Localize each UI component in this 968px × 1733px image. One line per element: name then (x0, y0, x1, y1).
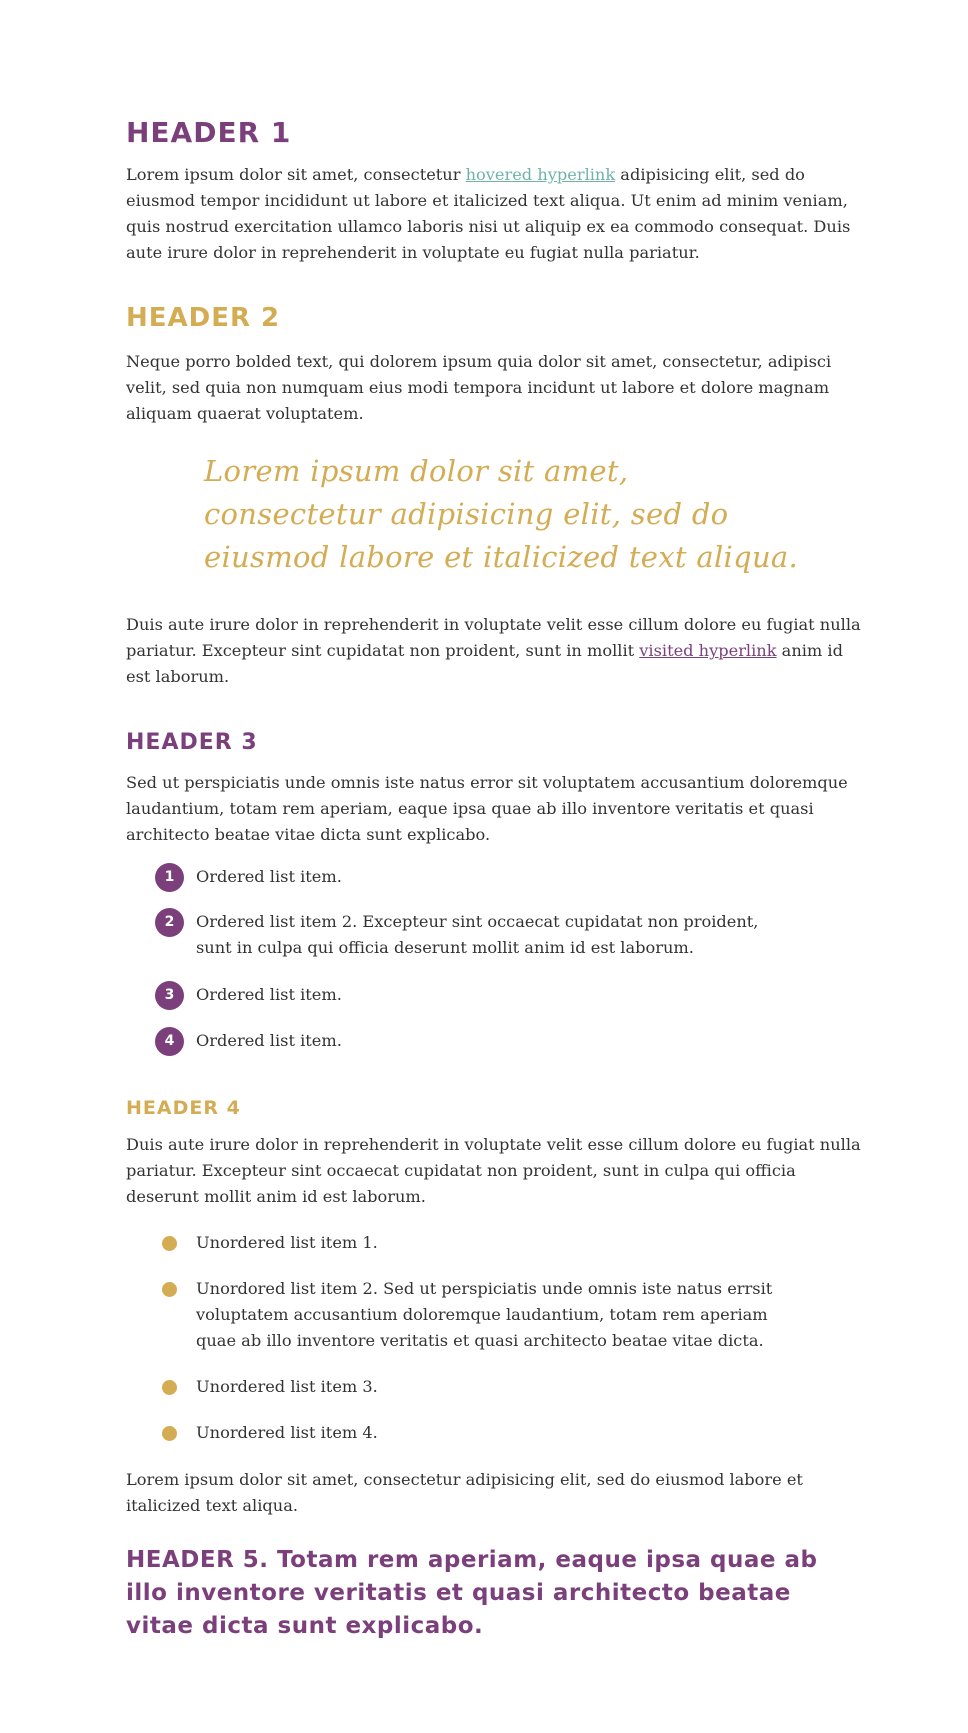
unordered-list-item-text: Unordered list item 4. (196, 1423, 378, 1442)
paragraph-2: Neque porro bolded text, qui dolorem ipsum quia dolor sit amet, consectetur, adipisci velit, sed quia non numquam eius modi tempora incidunt ut labore et dolore magnam aliquam quaerat voluptatem. (126, 352, 832, 423)
unordered-list-item-text: Unordered list item 1. (196, 1233, 378, 1252)
header-4: HEADER 4 (126, 1097, 241, 1119)
header-1: HEADER 1 (126, 116, 292, 149)
visited-hyperlink[interactable]: visited hyperlink (639, 641, 777, 660)
paragraph-6: Lorem ipsum dolor sit amet, consectetur adipisicing elit, sed do eiusmod labore et italicized text aliqua. (126, 1470, 803, 1515)
bullet-icon (162, 1282, 177, 1297)
bullet-icon (162, 1236, 177, 1251)
header-2: HEADER 2 (126, 303, 281, 333)
unordered-list-item-text: Unordored list item 2. Sed ut perspiciatis unde omnis iste natus errsit voluptatem accusantium doloremque laudantium, totam rem aperiam quae ab illo inventore veritatis et quasi architecto beatae vitae dicta. (196, 1279, 773, 1350)
paragraph-3-start: Duis aute irure dolor in reprehenderit in voluptate velit esse cillum dolore eu fugiat nulla pariatur. Excepteur sint cupidatat non proident, sunt in mollit (126, 615, 861, 660)
ordered-list-item-text: Ordered list item. (196, 867, 342, 886)
bullet-icon (162, 1380, 177, 1395)
header-5: HEADER 5. Totam rem aperiam, eaque ipsa quae ab illo inventore veritatis et quasi architecto beatae vitae dicta sunt explicabo. (126, 1547, 818, 1639)
paragraph-3 (126, 612, 861, 690)
unordered-list-item-text: Unordered list item 3. (196, 1377, 378, 1396)
list-number-badge: 2 (155, 908, 184, 937)
bullet-icon (162, 1426, 177, 1441)
header-3: HEADER 3 (126, 730, 258, 755)
paragraph-1-end: adipisicing elit, sed do eiusmod tempor incididunt ut labore et italicized text aliqua. Ut enim ad minim veniam, quis nostrud exercitation ullamco laboris nisi ut aliquip ex ea commodo consequat. Duis aute irure dolor in reprehenderit in voluptate eu fugiat nulla pariatur. (126, 165, 851, 262)
list-number-badge: 3 (155, 981, 184, 1010)
paragraph-3-end: anim id est laborum. (126, 641, 843, 686)
paragraph-1-start: Lorem ipsum dolor sit amet, consectetur (126, 165, 466, 184)
ordered-list-item-text: Ordered list item. (196, 985, 342, 1004)
list-number-badge: 4 (155, 1027, 184, 1056)
paragraph-5: Duis aute irure dolor in reprehenderit in voluptate velit esse cillum dolore eu fugiat nulla pariatur. Excepteur sint occaecat cupidatat non proident, sunt in culpa qui officia deserunt mollit anim id est laborum. (126, 1135, 861, 1206)
paragraph-1 (126, 162, 861, 266)
list-number-badge: 1 (155, 863, 184, 892)
paragraph-4: Sed ut perspiciatis unde omnis iste natus error sit voluptatem accusantium doloremque laudantium, totam rem aperiam, eaque ipsa quae ab illo inventore veritatis et quasi architecto beatae vitae dicta sunt explicabo. (126, 773, 848, 844)
ordered-list-item-text: Ordered list item 2. Excepteur sint occaecat cupidatat non proident, sunt in culpa qui officia deserunt mollit anim id est laborum. (196, 912, 759, 957)
hovered-hyperlink[interactable]: hovered hyperlink (465, 165, 616, 184)
ordered-list-item-text: Ordered list item. (196, 1031, 342, 1050)
pull-quote: Lorem ipsum dolor sit amet, consectetur adipisicing elit, sed do eiusmod labore et italicized text aliqua. (204, 454, 799, 574)
